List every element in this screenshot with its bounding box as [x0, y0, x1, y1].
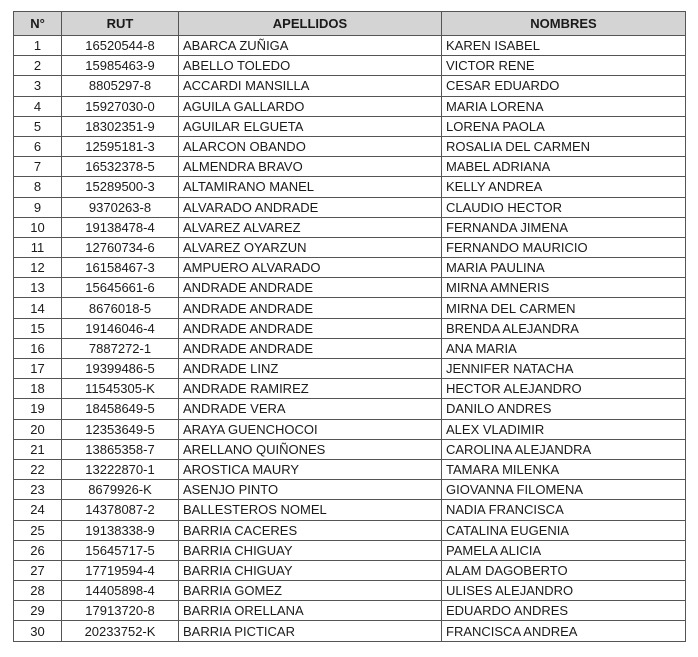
- row-number: 15: [14, 318, 62, 338]
- table-row: [14, 258, 686, 278]
- rut-cell: 16532378-5: [62, 157, 179, 177]
- table-body: [14, 36, 686, 642]
- row-number: 27: [14, 560, 62, 580]
- table-row: [14, 318, 686, 338]
- row-number: 8: [14, 177, 62, 197]
- table-row: [14, 338, 686, 358]
- table-row: [14, 136, 686, 156]
- apellidos-cell: BARRIA CHIGUAY: [179, 540, 442, 560]
- apellidos-cell: BARRIA ORELLANA: [179, 601, 442, 621]
- apellidos-cell: ANDRADE LINZ: [179, 359, 442, 379]
- nombres-cell: HECTOR ALEJANDRO: [442, 379, 686, 399]
- nombres-cell: NADIA FRANCISCA: [442, 500, 686, 520]
- row-number: 29: [14, 601, 62, 621]
- apellidos-cell: ARAYA GUENCHOCOI: [179, 419, 442, 439]
- apellidos-cell: ABARCA ZUÑIGA: [179, 36, 442, 56]
- row-number: 10: [14, 217, 62, 237]
- nombres-cell: PAMELA ALICIA: [442, 540, 686, 560]
- nombres-cell: MABEL ADRIANA: [442, 157, 686, 177]
- apellidos-cell: ANDRADE RAMIREZ: [179, 379, 442, 399]
- rut-cell: 18458649-5: [62, 399, 179, 419]
- apellidos-cell: ALTAMIRANO MANEL: [179, 177, 442, 197]
- rut-cell: 19138478-4: [62, 217, 179, 237]
- rut-cell: 12595181-3: [62, 136, 179, 156]
- header-apellidos: APELLIDOS: [179, 12, 442, 36]
- row-number: 5: [14, 116, 62, 136]
- rut-cell: 19146046-4: [62, 318, 179, 338]
- nombres-cell: VICTOR RENE: [442, 56, 686, 76]
- row-number: 1: [14, 36, 62, 56]
- rut-cell: 14378087-2: [62, 500, 179, 520]
- table-row: [14, 419, 686, 439]
- table-row: [14, 76, 686, 96]
- table-row: [14, 197, 686, 217]
- header-rut: RUT: [62, 12, 179, 36]
- apellidos-cell: BALLESTEROS NOMEL: [179, 500, 442, 520]
- nombres-cell: MARIA PAULINA: [442, 258, 686, 278]
- apellidos-cell: BARRIA PICTICAR: [179, 621, 442, 641]
- table-row: [14, 459, 686, 479]
- nombres-cell: EDUARDO ANDRES: [442, 601, 686, 621]
- rut-cell: 8679926-K: [62, 480, 179, 500]
- row-number: 13: [14, 278, 62, 298]
- persons-table: [13, 11, 686, 642]
- table-row: [14, 480, 686, 500]
- row-number: 21: [14, 439, 62, 459]
- nombres-cell: BRENDA ALEJANDRA: [442, 318, 686, 338]
- apellidos-cell: ARELLANO QUIÑONES: [179, 439, 442, 459]
- row-number: 22: [14, 459, 62, 479]
- nombres-cell: KELLY ANDREA: [442, 177, 686, 197]
- rut-cell: 15289500-3: [62, 177, 179, 197]
- nombres-cell: TAMARA MILENKA: [442, 459, 686, 479]
- table-row: [14, 116, 686, 136]
- row-number: 23: [14, 480, 62, 500]
- apellidos-cell: AGUILAR ELGUETA: [179, 116, 442, 136]
- rut-cell: 19399486-5: [62, 359, 179, 379]
- rut-cell: 15985463-9: [62, 56, 179, 76]
- table-row: [14, 237, 686, 257]
- nombres-cell: MARIA LORENA: [442, 96, 686, 116]
- nombres-cell: ULISES ALEJANDRO: [442, 581, 686, 601]
- apellidos-cell: AGUILA GALLARDO: [179, 96, 442, 116]
- nombres-cell: FRANCISCA ANDREA: [442, 621, 686, 641]
- apellidos-cell: ANDRADE ANDRADE: [179, 318, 442, 338]
- row-number: 3: [14, 76, 62, 96]
- rut-cell: 12760734-6: [62, 237, 179, 257]
- row-number: 2: [14, 56, 62, 76]
- row-number: 4: [14, 96, 62, 116]
- rut-cell: 8805297-8: [62, 76, 179, 96]
- nombres-cell: MIRNA AMNERIS: [442, 278, 686, 298]
- row-number: 14: [14, 298, 62, 318]
- nombres-cell: FERNANDO MAURICIO: [442, 237, 686, 257]
- apellidos-cell: AROSTICA MAURY: [179, 459, 442, 479]
- apellidos-cell: ANDRADE VERA: [179, 399, 442, 419]
- row-number: 9: [14, 197, 62, 217]
- rut-cell: 11545305-K: [62, 379, 179, 399]
- rut-cell: 13865358-7: [62, 439, 179, 459]
- table-row: [14, 500, 686, 520]
- row-number: 7: [14, 157, 62, 177]
- rut-cell: 17719594-4: [62, 560, 179, 580]
- table-row: [14, 379, 686, 399]
- table-row: [14, 560, 686, 580]
- row-number: 24: [14, 500, 62, 520]
- header-nombres: NOMBRES: [442, 12, 686, 36]
- table-row: [14, 439, 686, 459]
- table-row: [14, 601, 686, 621]
- apellidos-cell: ANDRADE ANDRADE: [179, 338, 442, 358]
- rut-cell: 19138338-9: [62, 520, 179, 540]
- table-row: [14, 399, 686, 419]
- rut-cell: 13222870-1: [62, 459, 179, 479]
- rut-cell: 7887272-1: [62, 338, 179, 358]
- nombres-cell: ALEX VLADIMIR: [442, 419, 686, 439]
- nombres-cell: KAREN ISABEL: [442, 36, 686, 56]
- apellidos-cell: ACCARDI MANSILLA: [179, 76, 442, 96]
- apellidos-cell: ANDRADE ANDRADE: [179, 278, 442, 298]
- nombres-cell: CAROLINA ALEJANDRA: [442, 439, 686, 459]
- table-row: [14, 217, 686, 237]
- nombres-cell: MIRNA DEL CARMEN: [442, 298, 686, 318]
- nombres-cell: FERNANDA JIMENA: [442, 217, 686, 237]
- document-sheet: [13, 11, 685, 642]
- table-row: [14, 520, 686, 540]
- row-number: 12: [14, 258, 62, 278]
- nombres-cell: DANILO ANDRES: [442, 399, 686, 419]
- table-row: [14, 96, 686, 116]
- row-number: 16: [14, 338, 62, 358]
- table-row: [14, 621, 686, 641]
- rut-cell: 12353649-5: [62, 419, 179, 439]
- apellidos-cell: ALVARADO ANDRADE: [179, 197, 442, 217]
- nombres-cell: CLAUDIO HECTOR: [442, 197, 686, 217]
- nombres-cell: CATALINA EUGENIA: [442, 520, 686, 540]
- apellidos-cell: AMPUERO ALVARADO: [179, 258, 442, 278]
- nombres-cell: ROSALIA DEL CARMEN: [442, 136, 686, 156]
- apellidos-cell: ALVAREZ OYARZUN: [179, 237, 442, 257]
- table-header-row: [14, 12, 686, 36]
- apellidos-cell: ALARCON OBANDO: [179, 136, 442, 156]
- rut-cell: 18302351-9: [62, 116, 179, 136]
- nombres-cell: ALAM DAGOBERTO: [442, 560, 686, 580]
- row-number: 19: [14, 399, 62, 419]
- rut-cell: 8676018-5: [62, 298, 179, 318]
- rut-cell: 17913720-8: [62, 601, 179, 621]
- table-row: [14, 298, 686, 318]
- rut-cell: 15645661-6: [62, 278, 179, 298]
- apellidos-cell: ABELLO TOLEDO: [179, 56, 442, 76]
- row-number: 18: [14, 379, 62, 399]
- nombres-cell: JENNIFER NATACHA: [442, 359, 686, 379]
- table-row: [14, 36, 686, 56]
- table-row: [14, 157, 686, 177]
- apellidos-cell: BARRIA CHIGUAY: [179, 560, 442, 580]
- row-number: 20: [14, 419, 62, 439]
- apellidos-cell: ANDRADE ANDRADE: [179, 298, 442, 318]
- apellidos-cell: ALMENDRA BRAVO: [179, 157, 442, 177]
- rut-cell: 16158467-3: [62, 258, 179, 278]
- apellidos-cell: ASENJO PINTO: [179, 480, 442, 500]
- row-number: 30: [14, 621, 62, 641]
- row-number: 26: [14, 540, 62, 560]
- header-number: N°: [14, 12, 62, 36]
- rut-cell: 15927030-0: [62, 96, 179, 116]
- apellidos-cell: BARRIA GOMEZ: [179, 581, 442, 601]
- table-row: [14, 177, 686, 197]
- table-row: [14, 359, 686, 379]
- rut-cell: 16520544-8: [62, 36, 179, 56]
- nombres-cell: GIOVANNA FILOMENA: [442, 480, 686, 500]
- table-row: [14, 278, 686, 298]
- rut-cell: 9370263-8: [62, 197, 179, 217]
- row-number: 28: [14, 581, 62, 601]
- nombres-cell: ANA MARIA: [442, 338, 686, 358]
- row-number: 11: [14, 237, 62, 257]
- row-number: 25: [14, 520, 62, 540]
- rut-cell: 15645717-5: [62, 540, 179, 560]
- table-row: [14, 540, 686, 560]
- table-row: [14, 581, 686, 601]
- table-row: [14, 56, 686, 76]
- row-number: 17: [14, 359, 62, 379]
- nombres-cell: CESAR EDUARDO: [442, 76, 686, 96]
- apellidos-cell: ALVAREZ ALVAREZ: [179, 217, 442, 237]
- rut-cell: 14405898-4: [62, 581, 179, 601]
- rut-cell: 20233752-K: [62, 621, 179, 641]
- apellidos-cell: BARRIA CACERES: [179, 520, 442, 540]
- row-number: 6: [14, 136, 62, 156]
- nombres-cell: LORENA PAOLA: [442, 116, 686, 136]
